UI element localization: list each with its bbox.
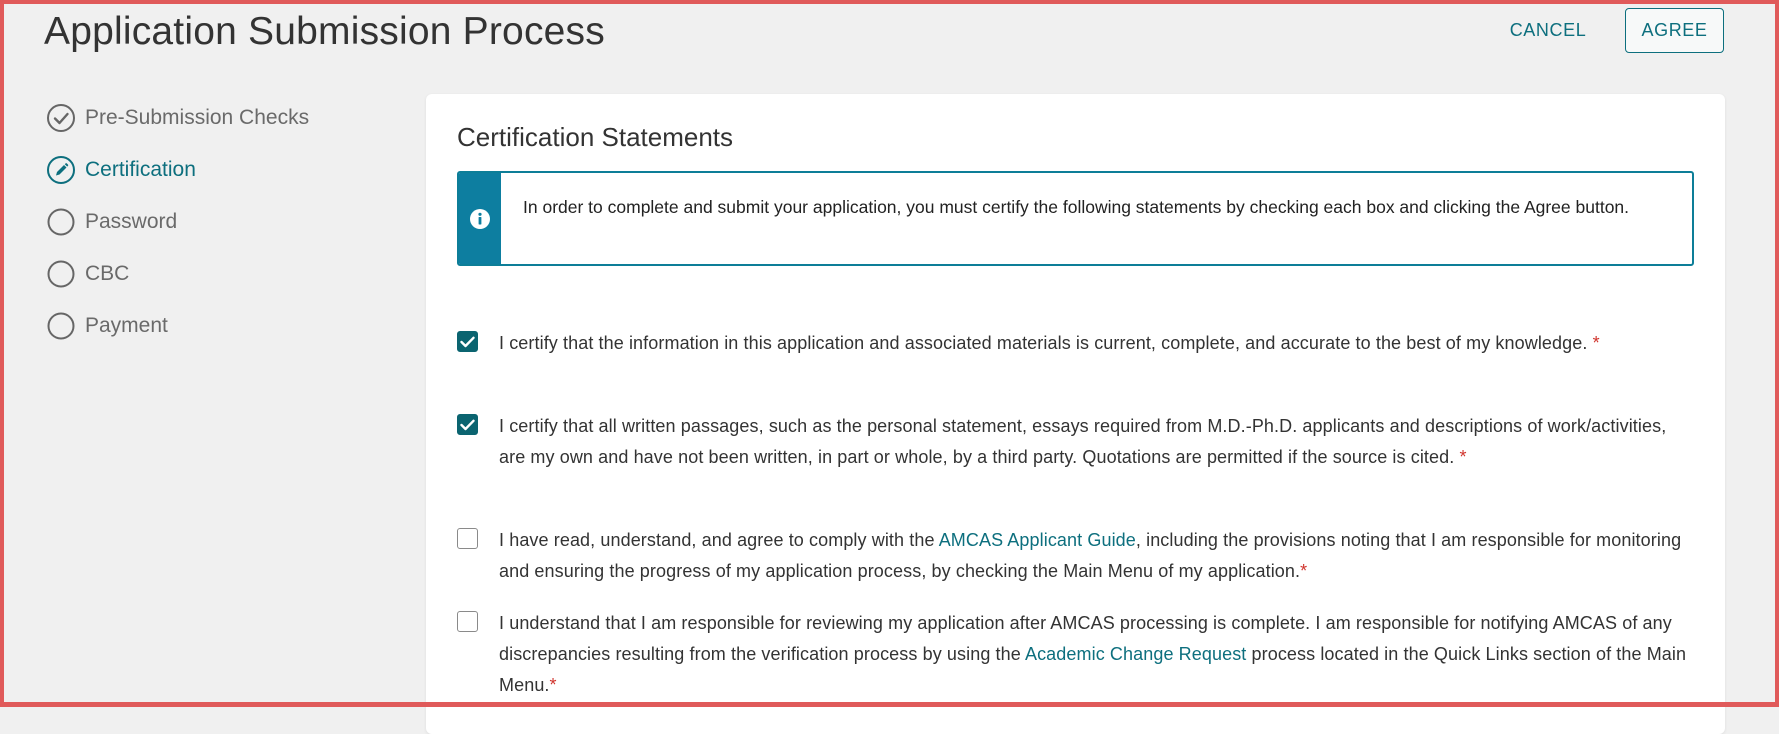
check-circle-icon [46, 103, 76, 133]
certification-item [457, 328, 1697, 359]
checkmark-icon [460, 336, 475, 348]
certification-checkbox[interactable] [457, 331, 478, 352]
checkmark-icon [460, 419, 475, 431]
certification-text: I certify that the information in this application and associated materials is current, complete, and accurate to the best of my knowledge. * [499, 333, 1600, 353]
empty-circle-icon [46, 259, 76, 289]
certification-item [457, 608, 1697, 701]
certification-checkbox[interactable] [457, 528, 478, 549]
step-navigation [46, 92, 309, 352]
required-marker: * [549, 675, 557, 695]
agree-button[interactable]: AGREE [1625, 8, 1724, 53]
info-icon [469, 208, 491, 230]
required-marker: * [1459, 447, 1467, 467]
page-title: Application Submission Process [44, 10, 605, 53]
empty-circle-icon [46, 311, 76, 341]
required-marker: * [1592, 333, 1600, 353]
step-label: Payment [85, 314, 168, 337]
step-pre-submission-checks[interactable] [46, 92, 309, 144]
amcas-applicant-guide-link[interactable]: AMCAS Applicant Guide [938, 530, 1136, 550]
certification-text: I understand that I am responsible for reviewing my application after AMCAS processing is complete. I am responsible for notifying AMCAS of any discrepancies resulting from the verification process by using the Academic Change Request process located in the Quick Links section of the Main Menu.* [499, 613, 1687, 695]
certification-item [457, 525, 1697, 587]
certification-item [457, 411, 1697, 473]
certification-checkbox[interactable] [457, 414, 478, 435]
certification-text: I have read, understand, and agree to comply with the AMCAS Applicant Guide, including the provisions noting that I am responsible for monitoring and ensuring the progress of my application process, by checking the Main Menu of my application.* [499, 530, 1682, 581]
info-callout [457, 171, 1694, 266]
certification-checkbox[interactable] [457, 611, 478, 632]
step-label: Pre-Submission Checks [85, 106, 310, 129]
step-label: CBC [85, 262, 130, 285]
required-marker: * [1300, 561, 1308, 581]
cancel-button[interactable]: CANCEL [1498, 8, 1598, 52]
certification-card [426, 94, 1725, 734]
step-cbc[interactable] [46, 248, 309, 300]
certification-text: I certify that all written passages, such as the personal statement, essays required from M.D.-Ph.D. applicants and descriptions of work/activities, are my own and have not been written, in part or whole, by a third party. Quotations are permitted if the source is cited. * [499, 416, 1667, 467]
step-certification[interactable] [46, 144, 309, 196]
info-stripe [459, 173, 501, 264]
academic-change-request-link[interactable]: Academic Change Request [1024, 644, 1247, 664]
step-payment[interactable] [46, 300, 309, 352]
info-text: In order to complete and submit your application, you must certify the following statements by checking each box and clicking the Agree button. [523, 197, 1630, 217]
empty-circle-icon [46, 207, 76, 237]
step-password[interactable] [46, 196, 309, 248]
card-title: Certification Statements [457, 122, 734, 152]
pencil-circle-icon [46, 155, 76, 185]
step-label: Password [85, 210, 178, 233]
step-label: Certification [85, 158, 196, 181]
